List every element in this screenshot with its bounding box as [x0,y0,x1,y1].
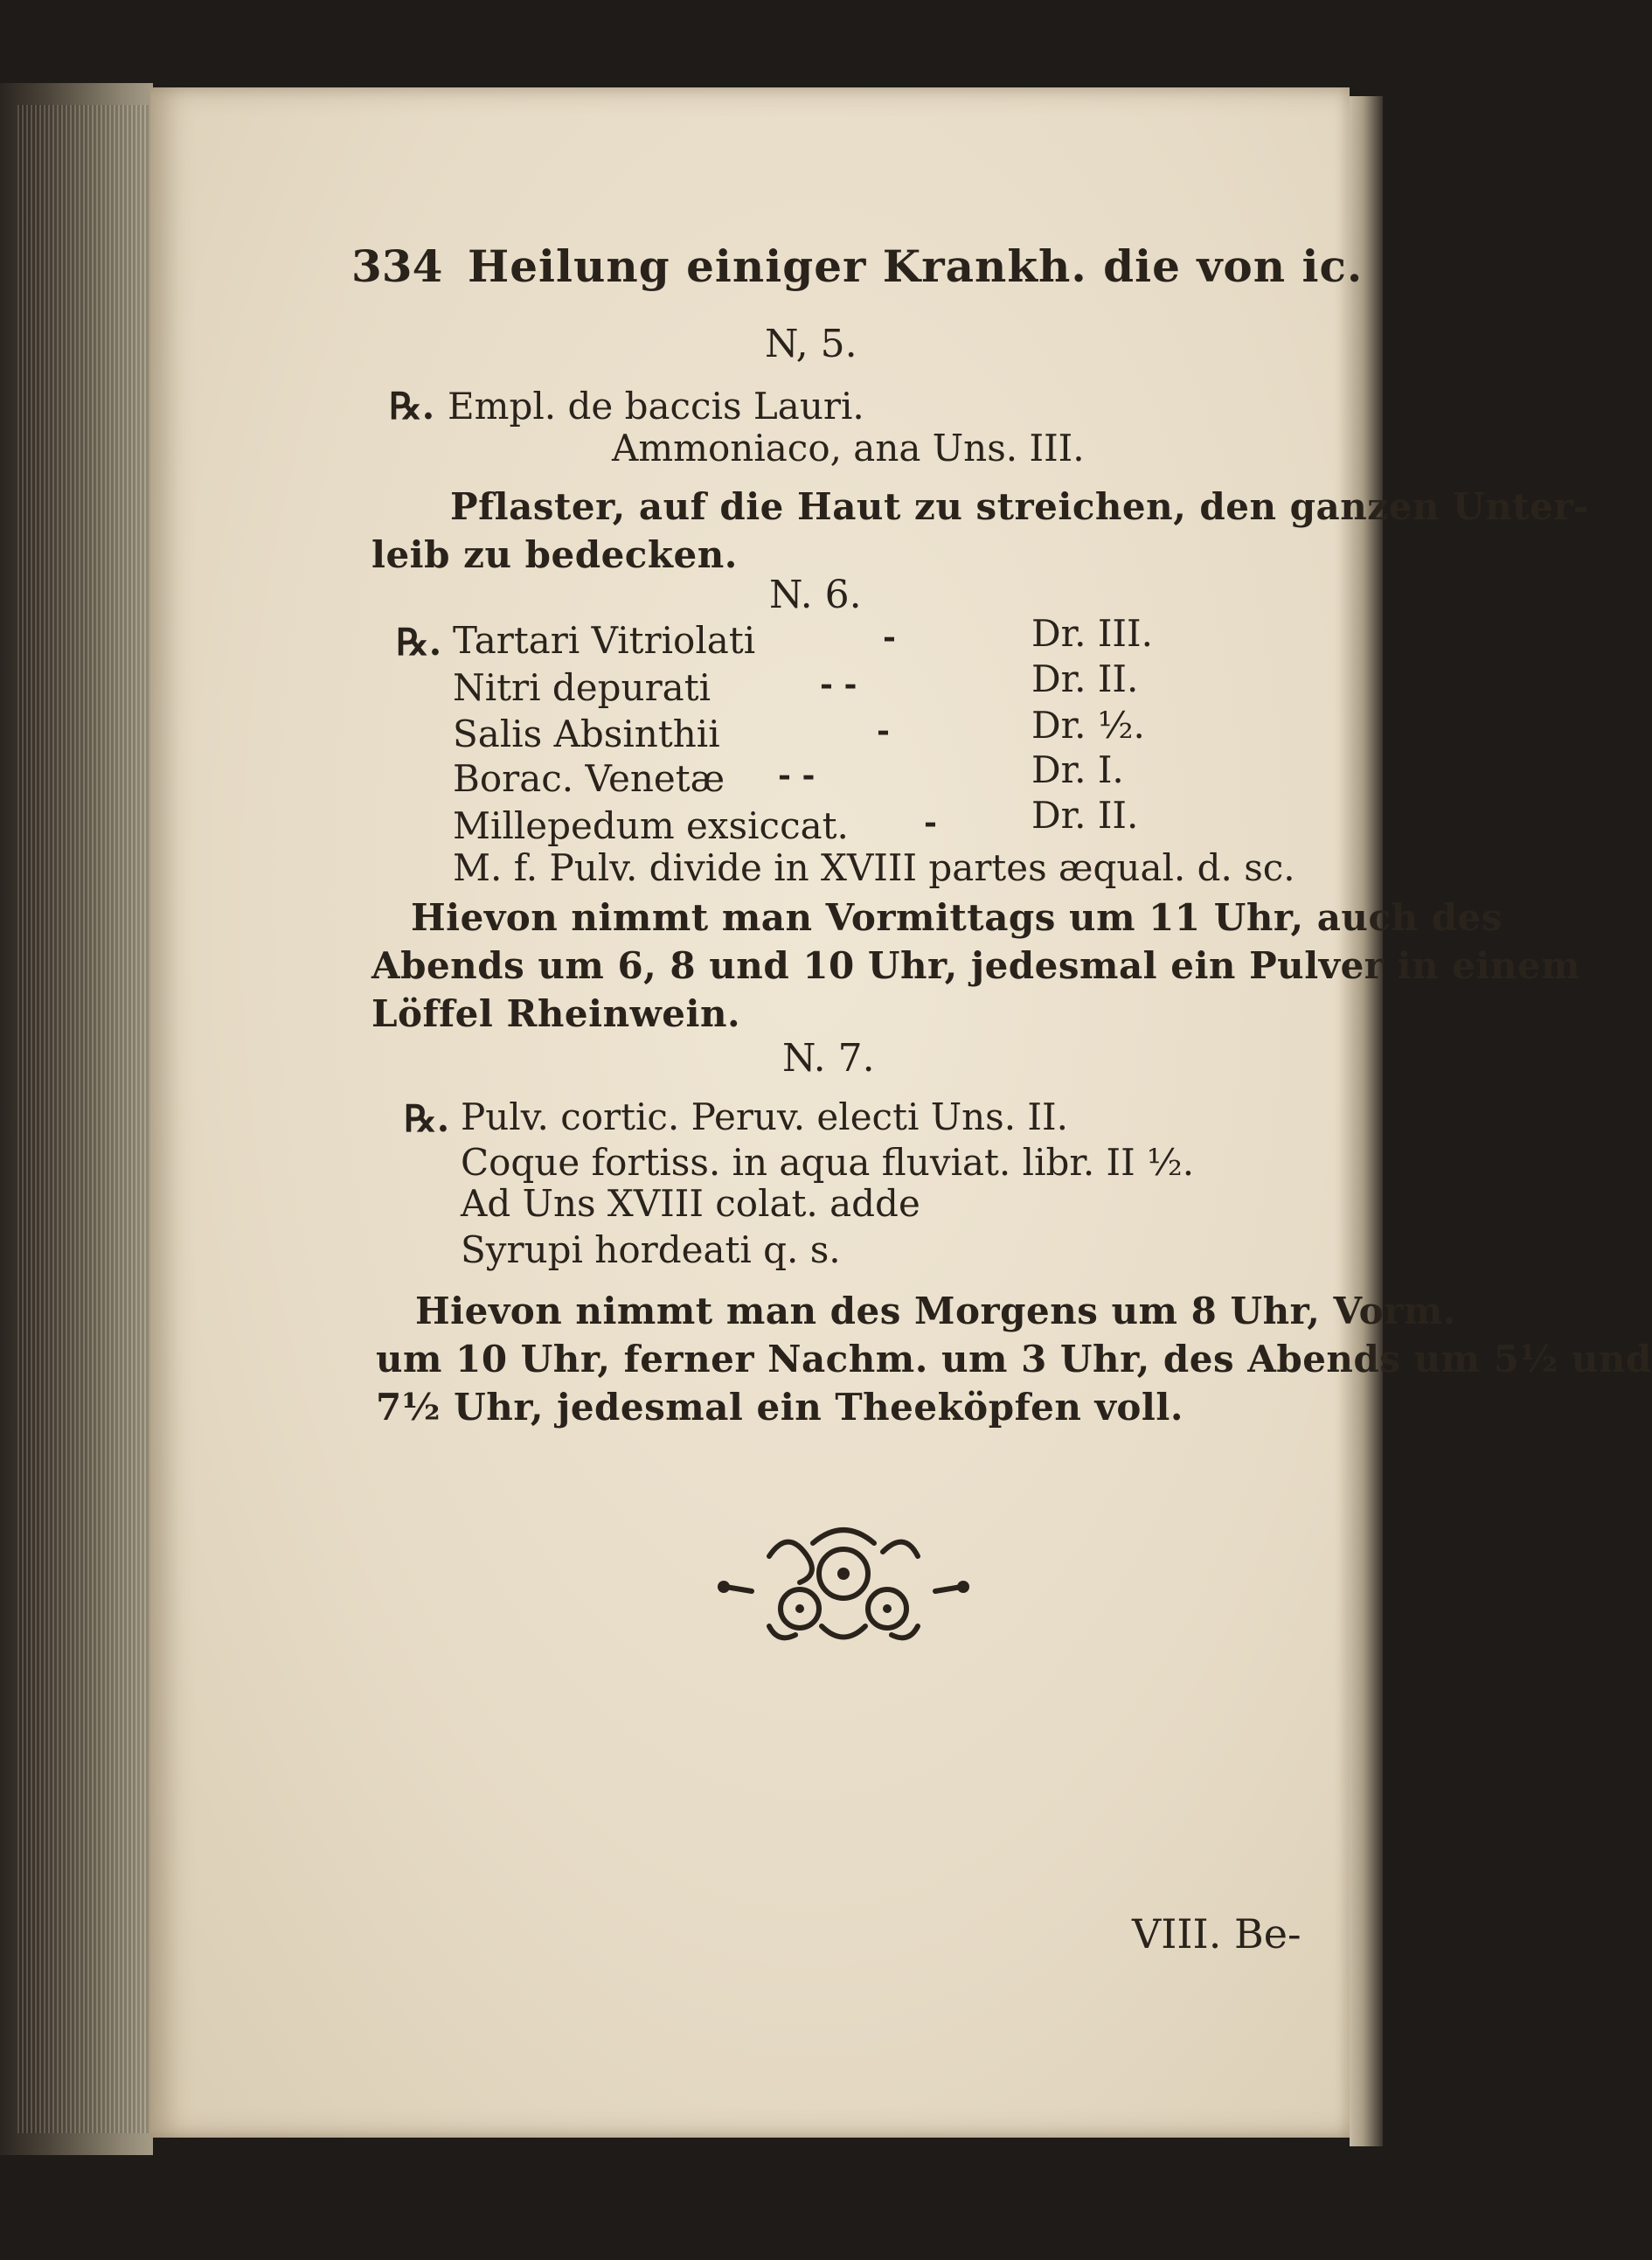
recipe-line: Ammoniaco, ana Uns. III. [612,427,1085,469]
ingredient-name: Borac. Venetæ [453,757,725,800]
ingredient-dose: Dr. I. [1031,748,1124,791]
directions-line: Löffel Rheinwein. [371,992,741,1035]
ingredient-dashes: - [883,619,896,656]
directions-line: Hievon nimmt man Vormittags um 11 Uhr, auch des [411,896,1503,939]
directions-line: 7½ Uhr, jedesmal ein Theeköpfen voll. [376,1386,1183,1429]
recipe-line: Pulv. cortic. Peruv. electi Uns. II. [461,1095,1068,1138]
ingredient-name: Millepedum exsiccat. [453,804,849,847]
directions-line: Abends um 6, 8 und 10 Uhr, jedesmal ein Pulver in einem [371,944,1581,987]
ingredient-name: Salis Absinthii [453,713,720,755]
directions-line: leib zu bedecken. [371,533,738,576]
section-7-heading: N. 7. [782,1036,875,1081]
directions-line: Hievon nimmt man des Morgens um 8 Uhr, Vorm. [415,1290,1456,1332]
page-number: 334 [351,240,443,292]
recipe-line: Coque fortiss. in aqua fluviat. libr. II ½. [461,1141,1195,1184]
directions-line: Pflaster, auf die Haut zu streichen, den ganzen Unter- [450,485,1589,528]
running-title: Heilung einiger Krankh. die von ic. [468,240,1364,292]
ingredient-dose: Dr. ½. [1031,704,1145,747]
recipe-symbol: ℞. [404,1097,450,1140]
catchword: VIII. Be- [1132,1910,1301,1958]
ingredient-name: Nitri depurati [453,666,711,709]
recipe-symbol: ℞. [389,385,435,428]
recipe-symbol: ℞. [396,621,442,664]
mixing-instruction: M. f. Pulv. divide in XVIII partes æqual. d. sc. [453,846,1295,889]
ingredient-dose: Dr. II. [1031,657,1139,700]
recipe-line: Ad Uns XVIII colat. adde [461,1182,920,1225]
ingredient-name: Tartari Vitriolati [453,619,756,662]
ingredient-dashes: - [877,713,890,749]
ingredient-dose: Dr. II. [1031,794,1139,837]
section-6-heading: N. 6. [769,573,862,617]
decorative-vignette-icon [717,1521,970,1652]
ingredient-dashes: - - [778,757,816,794]
recipe-line: Syrupi hordeati q. s. [461,1228,841,1271]
ingredient-dashes: - - [820,666,857,703]
directions-line: um 10 Uhr, ferner Nachm. um 3 Uhr, des Abends um 5½ und [376,1338,1652,1380]
book-edge-right [1350,96,1383,2146]
ingredient-dashes: - [924,804,937,841]
section-5-heading: N, 5. [765,322,857,366]
recipe-line: Empl. de baccis Lauri. [448,385,864,428]
ingredient-dose: Dr. III. [1031,612,1153,655]
page-stack-edges [17,105,149,2133]
